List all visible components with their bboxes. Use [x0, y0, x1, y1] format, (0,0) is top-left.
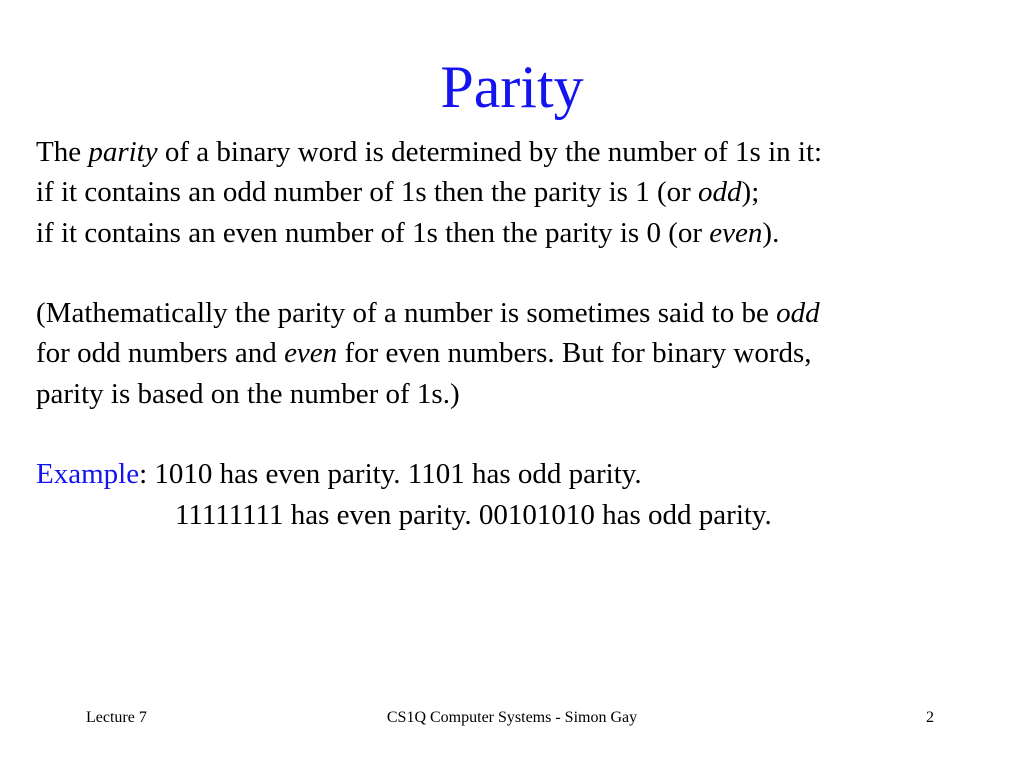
text-segment: if it contains an odd number of 1s then the parity is 1 (or	[36, 176, 699, 208]
italic-term-even: even	[709, 217, 763, 249]
paragraph1-line2	[36, 174, 759, 210]
footer-page-number: 2	[926, 709, 934, 726]
footer-center: CS1Q Computer Systems - Simon Gay	[386, 709, 638, 726]
italic-term-odd: odd	[776, 297, 820, 329]
paragraph2-line2	[36, 335, 812, 371]
text-segment: for odd numbers and	[36, 337, 285, 369]
example-label: Example	[36, 458, 140, 490]
italic-term-parity: parity	[88, 136, 158, 168]
text-segment: );	[741, 176, 760, 208]
paragraph1-line3	[36, 215, 779, 251]
text-segment: (Mathematically the parity of a number is sometimes said to be	[36, 297, 777, 329]
text-segment: ).	[762, 217, 780, 249]
text-segment: of a binary word is determined by the number of 1s in it:	[157, 136, 823, 168]
paragraph1-line1	[36, 134, 822, 170]
text-segment: for even numbers. But for binary words,	[337, 337, 812, 369]
footer-left: Lecture 7	[86, 709, 147, 726]
slide-title: Parity	[440, 54, 584, 120]
text-segment: The	[36, 136, 89, 168]
paragraph2-line1	[36, 295, 820, 331]
example-line2: 11111111 has even parity. 00101010 has odd parity.	[175, 499, 772, 531]
italic-term-odd: odd	[698, 176, 742, 208]
text-segment: : 1010 has even parity. 1101 has odd parity.	[139, 458, 642, 490]
example-line1	[36, 456, 642, 492]
text-segment: if it contains an even number of 1s then the parity is 0 (or	[36, 217, 710, 249]
italic-term-even: even	[284, 337, 338, 369]
paragraph2-line3: parity is based on the number of 1s.)	[36, 378, 460, 410]
